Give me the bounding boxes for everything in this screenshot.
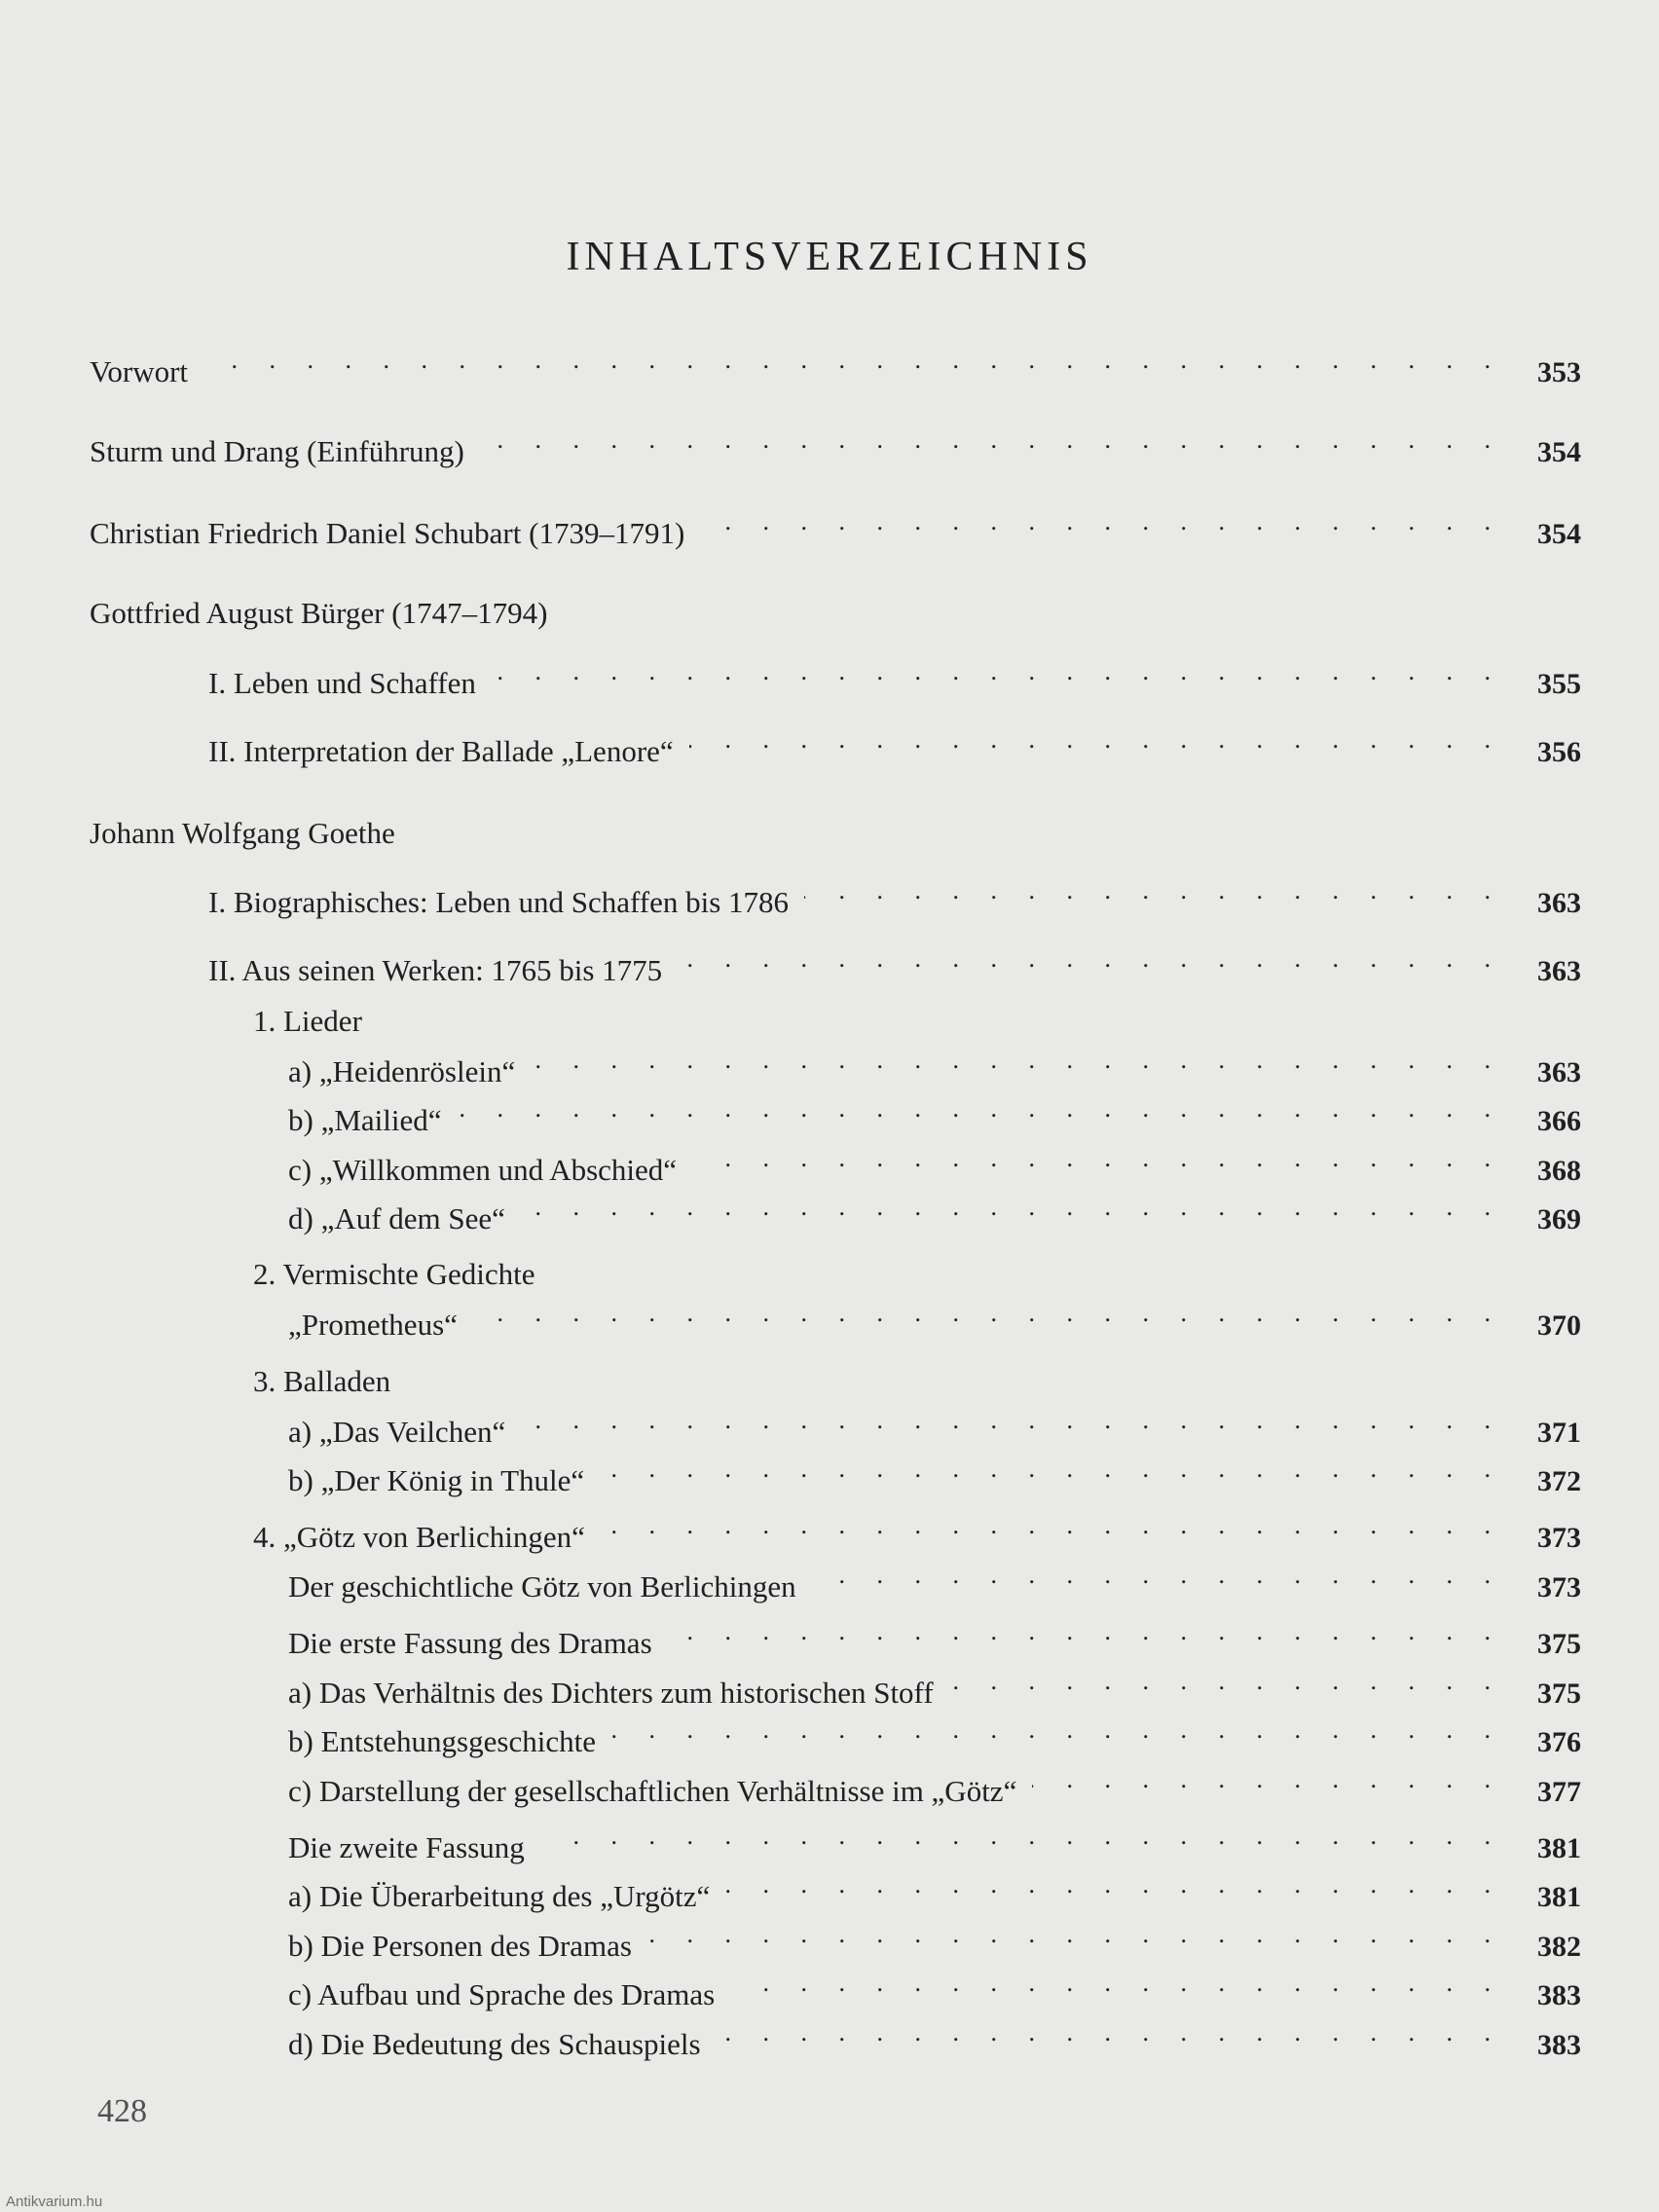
toc-entry-title: b) Entstehungsgeschichte [288, 1724, 596, 1758]
toc-entry-title: 4. „Götz von Berlichingen“ [253, 1520, 585, 1554]
dot-leader [725, 1863, 1503, 1906]
toc-entry [0, 1554, 1581, 1604]
toc-entry-title: c) Darstellung der gesellschaftlichen Verhältnisse im „Götz“ [288, 1774, 1017, 1808]
toc-entry-title: a) Die Überarbeitung des „Urgötz“ [288, 1879, 711, 1913]
toc-entry [0, 1863, 1581, 1913]
dot-leader [804, 869, 1503, 912]
toc-entry-title: Christian Friedrich Daniel Schubart (1739–1791) [90, 516, 685, 550]
toc-entry [0, 1186, 1581, 1235]
toc-page-number: 363 [1537, 887, 1581, 919]
toc-page-number: 375 [1537, 1677, 1581, 1710]
toc-entry-title: Gottfried August Bürger (1747–1794) [90, 596, 548, 630]
dot-leader [600, 1448, 1503, 1491]
toc-page-number: 383 [1537, 1979, 1581, 2011]
toc-page-number: 381 [1537, 1881, 1581, 1913]
toc-subheading [0, 1348, 1581, 1398]
toc-entry-title: Die zweite Fassung [288, 1830, 525, 1864]
dot-leader [540, 1815, 1503, 1858]
dot-leader [812, 1554, 1503, 1597]
toc-page-number: 373 [1537, 1571, 1581, 1604]
toc-page-number: 355 [1537, 668, 1581, 700]
dot-leader [1032, 1758, 1503, 1801]
dot-leader [700, 500, 1503, 543]
toc-entry-title: b) Die Personen des Dramas [288, 1929, 632, 1963]
dot-leader [203, 339, 1503, 382]
toc-entry-title: a) „Heidenröslein“ [288, 1054, 516, 1088]
toc-entry-title: Die erste Fassung des Dramas [288, 1626, 652, 1660]
toc-entry-title: II. Aus seinen Werken: 1765 bis 1775 [208, 953, 663, 987]
toc-entry-title: Sturm und Drang (Einführung) [90, 434, 464, 468]
toc-subheading [0, 988, 1581, 1038]
toc-entry [0, 2011, 1581, 2061]
toc-entry-title: a) „Das Veilchen“ [288, 1415, 506, 1449]
dot-leader [647, 1913, 1503, 1956]
toc-entry [0, 1088, 1581, 1137]
toc-entry [0, 1039, 1581, 1088]
toc-page-number: 356 [1537, 736, 1581, 768]
toc-page-number: 377 [1537, 1776, 1581, 1808]
toc-section-heading [0, 800, 1581, 850]
toc-page-number: 371 [1537, 1417, 1581, 1449]
toc-page-number: 353 [1537, 356, 1581, 388]
toc-entry-title: II. Interpretation der Ballade „Lenore“ [208, 734, 674, 768]
toc-entry [0, 1913, 1581, 1963]
toc-entry-title: Johann Wolfgang Goethe [90, 816, 395, 850]
dot-leader [717, 2011, 1503, 2054]
toc-page-number: 354 [1537, 436, 1581, 468]
toc-entry-title: I. Leben und Schaffen [208, 666, 476, 700]
toc-entry [0, 1504, 1581, 1554]
toc-entry [0, 938, 1581, 987]
toc-page-number: 376 [1537, 1726, 1581, 1758]
toc-entry-title: 2. Vermischte Gedichte [253, 1257, 535, 1291]
toc-page-number: 368 [1537, 1155, 1581, 1187]
toc-entry-title: b) „Mailied“ [288, 1103, 442, 1137]
toc-page-number: 369 [1537, 1203, 1581, 1235]
toc-page-number: 373 [1537, 1522, 1581, 1554]
toc-entry-title: 3. Balladen [253, 1364, 391, 1398]
dot-leader [531, 1039, 1503, 1082]
dot-leader [480, 419, 1503, 461]
page-number: 428 [97, 2093, 147, 2129]
toc-subheading [0, 1241, 1581, 1291]
toc-page-number: 382 [1537, 1931, 1581, 1963]
toc-entry [0, 419, 1581, 468]
toc-section-heading [0, 580, 1581, 630]
dot-leader [692, 1137, 1503, 1180]
dot-leader [601, 1504, 1503, 1547]
toc-entry [0, 1292, 1581, 1342]
toc-entry [0, 1448, 1581, 1497]
toc-entry-title: I. Biographisches: Leben und Schaffen bis 1786 [208, 885, 790, 919]
toc-entry-title: Vorwort [90, 354, 189, 388]
toc-entry-title: d) „Auf dem See“ [288, 1201, 505, 1235]
toc-page-number: 363 [1537, 955, 1581, 987]
toc-page-number: 375 [1537, 1628, 1581, 1660]
toc-entry [0, 1399, 1581, 1449]
dot-leader [668, 1610, 1503, 1653]
toc-entry-title: c) Aufbau und Sprache des Dramas [288, 1977, 716, 2011]
toc-page-number: 366 [1537, 1105, 1581, 1137]
toc-page-number: 381 [1537, 1832, 1581, 1864]
toc-entry [0, 1137, 1581, 1187]
dot-leader [611, 1709, 1503, 1751]
toc-entry [0, 1815, 1581, 1864]
toc-page-number: 370 [1537, 1309, 1581, 1342]
toc-page-number: 383 [1537, 2029, 1581, 2061]
toc-entry [0, 650, 1581, 700]
toc-entry [0, 1709, 1581, 1758]
toc-page-number: 363 [1537, 1056, 1581, 1088]
toc-entry [0, 339, 1581, 388]
dot-leader [458, 1088, 1503, 1130]
dot-leader [678, 938, 1503, 980]
toc-entry-title: c) „Willkommen und Abschied“ [288, 1153, 678, 1187]
toc-entry [0, 500, 1581, 550]
dot-leader [689, 719, 1503, 761]
toc-entry [0, 1660, 1581, 1710]
toc-entry-title: d) Die Bedeutung des Schauspiels [288, 2027, 701, 2061]
dot-leader [521, 1186, 1503, 1229]
toc-entry-title: a) Das Verhältnis des Dichters zum historischen Stoff [288, 1676, 934, 1710]
toc-entry-title: b) „Der König in Thule“ [288, 1463, 585, 1497]
toc-entry [0, 1758, 1581, 1808]
dot-leader [492, 650, 1503, 693]
dot-leader [521, 1399, 1503, 1442]
toc-entry [0, 1610, 1581, 1660]
toc-entry-title: Der geschichtliche Götz von Berlichingen [288, 1569, 796, 1604]
watermark: Antikvarium.hu [6, 2194, 103, 2210]
toc-entry [0, 719, 1581, 768]
dot-leader [473, 1292, 1503, 1335]
toc-page-number: 354 [1537, 518, 1581, 550]
dot-leader [730, 1962, 1503, 2005]
toc-entry-title: 1. Lieder [253, 1004, 362, 1038]
toc-entry [0, 869, 1581, 919]
page-title: INHALTSVERZEICHNIS [566, 235, 1093, 279]
toc-entry [0, 1962, 1581, 2011]
dot-leader [949, 1660, 1503, 1703]
toc-page-number: 372 [1537, 1465, 1581, 1497]
toc-entry-title: „Prometheus“ [288, 1308, 458, 1342]
